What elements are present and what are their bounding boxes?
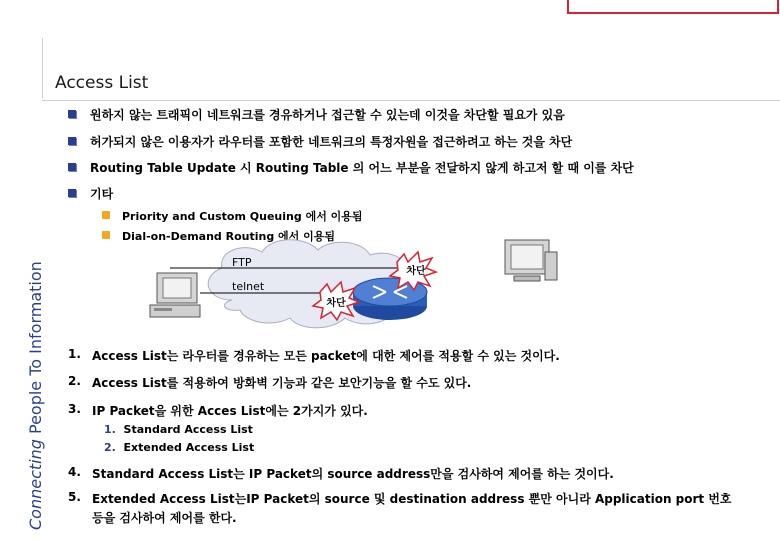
sub-numbered-item xyxy=(104,423,253,436)
client-computer-icon xyxy=(150,273,200,317)
numbered-item: Extended Access List는IP Packet의 source 및 destination address 뿐만 아니라 Application port 번호등을 검사하여 제어를 한다. xyxy=(92,492,732,525)
sub-numbered-index: 2. xyxy=(104,441,116,454)
numbered-index: 4. xyxy=(68,465,81,479)
tagline-rest: People To Information xyxy=(26,261,45,440)
numbered-index: 2. xyxy=(68,374,81,388)
bullet-item: 원하지 않는 트래픽이 네트워크를 경유하거나 접근할 수 있는데 이것을 차단할 필요가 있음 xyxy=(90,108,565,122)
block-label-telnet: 차단 xyxy=(326,298,346,309)
numbered-index: 3. xyxy=(68,402,81,416)
telnet-label: telnet xyxy=(232,280,265,293)
page-title: Access List xyxy=(55,73,149,93)
sub-numbered-text: Extended Access List xyxy=(123,441,255,454)
numbered-item: IP Packet을 위한 Acces List에는 2가지가 있다. xyxy=(92,404,368,418)
sub-bullet-item: Dial-on-Demand Routing 에서 이용됨 xyxy=(122,230,336,243)
tagline-italic: Connecting xyxy=(26,439,45,530)
numbered-item: Standard Access List는 IP Packet의 source address만을 검사하여 제어를 하는 것이다. xyxy=(92,467,614,481)
sub-numbered-text: Standard Access List xyxy=(123,423,253,436)
bullet-item: Routing Table Update 시 Routing Table 의 어느 부분을 전달하지 않게 하고저 할 때 이를 차단 xyxy=(90,161,634,175)
sub-numbered-index: 1. xyxy=(104,423,116,436)
numbered-index: 1. xyxy=(68,347,81,361)
numbered-item: Access List는 라우터를 경유하는 모든 packet에 대한 제어를 적용할 수 있는 것이다. xyxy=(92,349,560,363)
block-label-ftp: 차단 xyxy=(406,266,426,277)
bullet-item: 허가되지 않은 이용자가 라우터를 포함한 네트워크의 특정자원을 접근하려고 하는 것을 차단 xyxy=(90,135,573,149)
sub-bullet-item: Priority and Custom Queuing 에서 이용됨 xyxy=(122,210,363,223)
numbered-item: Access List를 적용하여 방화벽 기능과 같은 보안기능을 할 수도 있다. xyxy=(92,376,472,390)
sub-numbered-item xyxy=(104,441,254,454)
ftp-label: FTP xyxy=(232,256,252,269)
bullet-item: 기타 xyxy=(90,187,114,201)
server-computer-icon xyxy=(505,240,557,281)
numbered-index: 5. xyxy=(68,490,81,504)
